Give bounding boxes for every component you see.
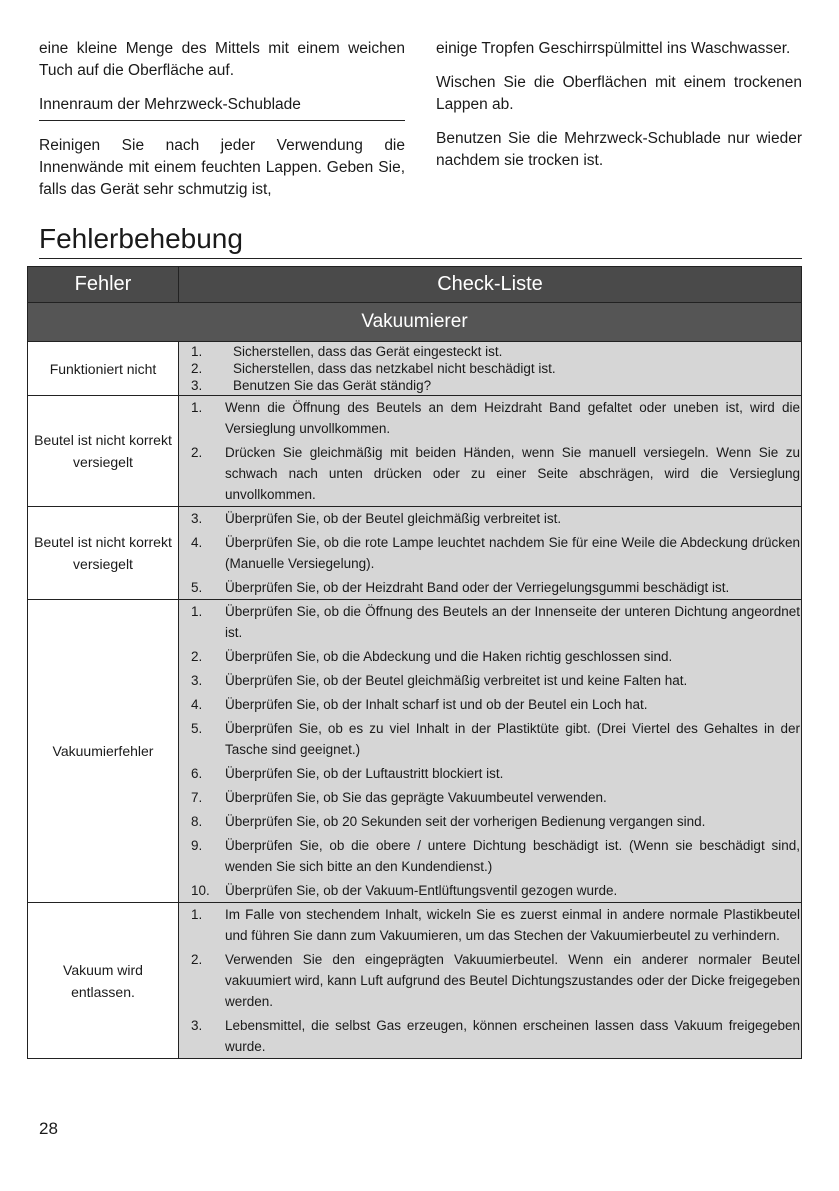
item-text: Überprüfen Sie, ob 20 Sekunden seit der vorherigen Bedienung vergangen sind. <box>225 814 706 829</box>
left-paragraph-1: eine kleine Menge des Mittels mit einem weichen Tuch auf die Oberfläche auf. <box>39 40 405 79</box>
item-text: Benutzen Sie das Gerät ständig? <box>233 378 432 393</box>
item-text: Überprüfen Sie, ob die Abdeckung und die Haken richtig geschlossen sind. <box>225 649 673 664</box>
item-text: Überprüfen Sie, ob der Beutel gleichmäßig verbreitet ist und keine Falten hat. <box>225 673 688 688</box>
right-column <box>436 38 802 213</box>
checklist-item <box>179 377 800 394</box>
page-number: 28 <box>39 1119 58 1138</box>
checklist-item <box>179 343 800 360</box>
item-text: Überprüfen Sie, ob Sie das geprägte Vakuumbeutel verwenden. <box>225 790 607 805</box>
checklist-item <box>179 532 800 574</box>
table-row <box>28 396 802 507</box>
item-number: 4. <box>191 697 203 712</box>
item-text: Überprüfen Sie, ob der Inhalt scharf ist und ob der Beutel ein Loch hat. <box>225 697 648 712</box>
item-number: 5. <box>191 721 203 736</box>
checklist <box>179 601 800 901</box>
subsection-heading: Innenraum der Mehrzweck-Schublade <box>39 94 405 121</box>
fehler-cell: Funktioniert nicht <box>28 342 179 396</box>
fehler-cell: Beutel ist nicht korrekt versiegelt <box>28 396 179 507</box>
item-number: 1. <box>191 344 203 359</box>
fehler-cell: Beutel ist nicht korrekt versiegelt <box>28 507 179 600</box>
item-number: 1. <box>191 400 203 415</box>
item-number: 2. <box>191 361 203 376</box>
item-text: Drücken Sie gleichmäßig mit beiden Händen, wenn Sie manuell versiegeln. Wenn Sie zu schwach nach unten drücken oder zu einer Seite abschrägen, wird die Versieglung unvollkommen. <box>225 445 800 502</box>
checklist <box>179 343 800 394</box>
item-number: 3. <box>191 378 203 393</box>
item-text: Wenn die Öffnung des Beutels an dem Heizdraht Band gefaltet oder uneben ist, wird die Versieglung unvollkommen. <box>225 400 800 436</box>
checklist-item <box>179 442 800 505</box>
checklist-item <box>179 880 800 901</box>
checklist-item <box>179 787 800 808</box>
item-text: Im Falle von stechendem Inhalt, wickeln Sie es zuerst einmal in andere normale Plastikbeutel und führen Sie dann zum Vakuumieren, um das Stechen der Vakuumierbeutel zu verhindern. <box>225 907 800 943</box>
troubleshooting-table <box>27 266 802 1059</box>
item-number: 4. <box>191 535 203 550</box>
fehler-cell: Vakuumierfehler <box>28 600 179 903</box>
right-paragraph-1: einige Tropfen Geschirrspülmittel ins Waschwasser. <box>436 40 791 57</box>
table-row <box>28 600 802 903</box>
checklist-item <box>179 577 800 598</box>
table-subheader: Vakuumierer <box>28 303 802 342</box>
item-text: Überprüfen Sie, ob der Vakuum-Entlüftungsventil gezogen wurde. <box>225 883 618 898</box>
table-row <box>28 507 802 600</box>
left-paragraph-2: Reinigen Sie nach jeder Verwendung die Innenwände mit einem feuchten Lappen. Geben Sie, falls das Gerät sehr schmutzig ist, <box>39 137 405 198</box>
checklist-item <box>179 670 800 691</box>
checklist-item <box>179 811 800 832</box>
item-number: 9. <box>191 838 203 853</box>
checklist-item <box>179 835 800 877</box>
checklist-item <box>179 694 800 715</box>
checklist-item <box>179 360 800 377</box>
checklist-cell <box>179 342 802 396</box>
checklist-item <box>179 508 800 529</box>
item-text: Sicherstellen, dass das netzkabel nicht beschädigt ist. <box>233 361 556 376</box>
right-paragraph-2: Wischen Sie die Oberflächen mit einem trockenen Lappen ab. <box>436 74 802 113</box>
checklist-item <box>179 1015 800 1057</box>
item-text: Überprüfen Sie, ob die rote Lampe leuchtet nachdem Sie für eine Weile die Abdeckung drücken (Manuelle Versiegelung). <box>225 535 800 571</box>
item-number: 3. <box>191 673 203 688</box>
table-row <box>28 342 802 396</box>
left-column <box>39 38 405 213</box>
item-number: 2. <box>191 445 203 460</box>
item-text: Lebensmittel, die selbst Gas erzeugen, können erscheinen lassen dass Vakuum freigegeben wurde. <box>225 1018 800 1054</box>
item-number: 8. <box>191 814 203 829</box>
checklist-cell <box>179 600 802 903</box>
table-subheader-row <box>28 303 802 342</box>
item-text: Überprüfen Sie, ob der Heizdraht Band oder der Verriegelungsgummi beschädigt ist. <box>225 580 730 595</box>
checklist-item <box>179 949 800 1012</box>
item-text: Sicherstellen, dass das Gerät eingesteckt ist. <box>233 344 503 359</box>
item-text: Überprüfen Sie, ob es zu viel Inhalt in der Plastiktüte gibt. (Drei Viertel des Gehaltes in der Tasche sind geeignet.) <box>225 721 800 757</box>
checklist-item <box>179 904 800 946</box>
item-number: 5. <box>191 580 203 595</box>
item-text: Überprüfen Sie, ob der Luftaustritt blockiert ist. <box>225 766 504 781</box>
item-number: 3. <box>191 511 203 526</box>
item-text: Überprüfen Sie, ob die Öffnung des Beutels an der Innenseite der unteren Dichtung angeordnet ist. <box>225 604 800 640</box>
checklist <box>179 508 800 598</box>
column-header-fehler: Fehler <box>28 267 179 303</box>
item-text: Verwenden Sie den eingeprägten Vakuumierbeutel. Wenn ein anderer normaler Beutel vakuumiert wird, kann Luft aufgrund des Beutel Dichtungszustandes oder der Dicke freigegeben werden. <box>225 952 800 1009</box>
item-number: 1. <box>191 604 203 619</box>
item-number: 6. <box>191 766 203 781</box>
right-paragraph-3: Benutzen Sie die Mehrzweck-Schublade nur wieder nachdem sie trocken ist. <box>436 130 802 169</box>
checklist-cell <box>179 903 802 1059</box>
item-text: Überprüfen Sie, ob der Beutel gleichmäßig verbreitet ist. <box>225 511 562 526</box>
checklist-cell <box>179 507 802 600</box>
item-number: 7. <box>191 790 203 805</box>
item-number: 1. <box>191 907 203 922</box>
table-row <box>28 903 802 1059</box>
fehler-cell: Vakuum wird entlassen. <box>28 903 179 1059</box>
checklist <box>179 904 800 1057</box>
section-title: Fehlerbehebung <box>39 222 802 259</box>
item-number: 2. <box>191 952 203 967</box>
checklist <box>179 397 800 505</box>
checklist-item <box>179 718 800 760</box>
item-text: Überprüfen Sie, ob die obere / untere Dichtung beschädigt ist. (Wenn sie beschädigt sind, wenden Sie sich bitte an den Kundendienst.) <box>225 838 800 874</box>
item-number: 3. <box>191 1018 203 1033</box>
item-number: 10. <box>191 883 210 898</box>
checklist-item <box>179 601 800 643</box>
table-header-row <box>28 267 802 303</box>
checklist-item <box>179 397 800 439</box>
checklist-cell <box>179 396 802 507</box>
intro-columns <box>39 38 802 213</box>
checklist-item <box>179 763 800 784</box>
checklist-item <box>179 646 800 667</box>
column-header-check: Check-Liste <box>179 267 802 303</box>
item-number: 2. <box>191 649 203 664</box>
